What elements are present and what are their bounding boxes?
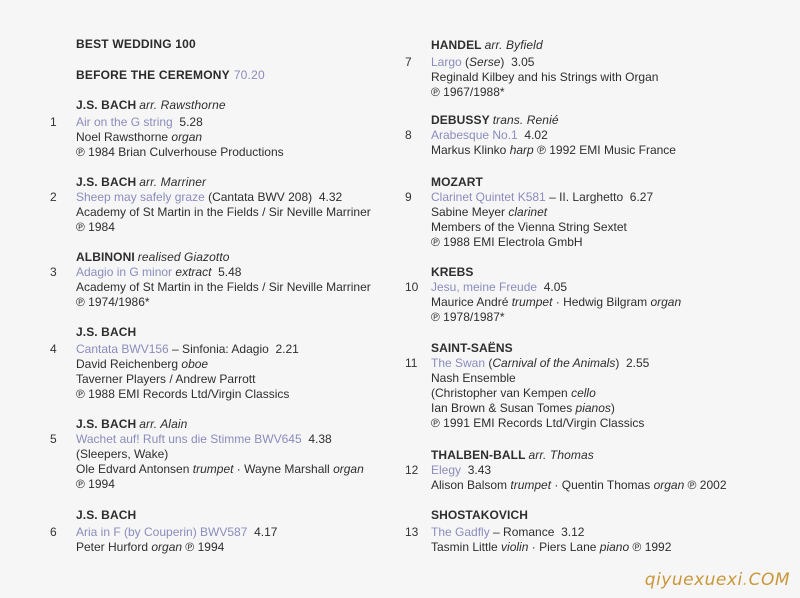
track-number: 2 (50, 190, 57, 204)
copyright: ℗ 1978/1987* (431, 310, 505, 324)
track-duration: 2.21 (275, 342, 299, 356)
track-duration: 4.38 (308, 432, 332, 446)
track-number: 8 (405, 128, 412, 142)
copyright: ℗ 1991 EMI Records Ltd/Virgin Classics (431, 416, 645, 430)
track-number: 12 (405, 463, 419, 477)
track-title[interactable]: The Gadfly – Romance 3.12 (431, 525, 585, 539)
track-composer: J.S. BACH (76, 508, 137, 522)
track-duration: 4.17 (254, 525, 278, 539)
track-title[interactable]: Jesu, meine Freude 4.05 (431, 280, 568, 294)
track-duration: 4.05 (543, 280, 568, 294)
track-composer: THALBEN-BALL arr. Thomas (431, 448, 594, 462)
track-composer: ALBINONI realised Giazotto (76, 250, 230, 264)
performer: Academy of St Martin in the Fields / Sir Neville Marriner (76, 205, 371, 219)
watermark-logo: qiyuexuexi.COM (644, 570, 790, 590)
track-number: 9 (405, 190, 412, 204)
performer: Markus Klinko harp ℗ 1992 EMI Music France (431, 143, 676, 157)
performer: Alison Balsom trumpet · Quentin Thomas organ ℗ 2002 (431, 478, 727, 492)
subtitle: (Sleepers, Wake) (76, 447, 169, 461)
track-title[interactable]: The Swan (Carnival of the Animals) 2.55 (431, 356, 650, 370)
track-composer: KREBS (431, 265, 474, 279)
section-title: BEFORE THE CEREMONY (76, 68, 230, 82)
track-duration: 3.05 (511, 55, 535, 69)
track-number: 5 (50, 432, 57, 446)
performer: Peter Hurford organ ℗ 1994 (76, 540, 225, 554)
track-number: 6 (50, 525, 57, 539)
ensemble: Taverner Players / Andrew Parrott (76, 372, 256, 386)
track-number: 11 (405, 356, 418, 370)
copyright: ℗ 1974/1986* (76, 295, 150, 309)
performer-detail: (Christopher van Kempen cello (431, 386, 596, 400)
track-number: 10 (405, 280, 419, 294)
track-title[interactable]: Largo (Serse) 3.05 (431, 55, 535, 69)
section-heading (76, 68, 265, 82)
track-title[interactable]: Arabesque No.1 4.02 (431, 128, 548, 142)
track-duration: 5.48 (218, 265, 242, 279)
performer: Reginald Kilbey and his Strings with Organ (431, 70, 659, 84)
track-title[interactable]: Air on the G string 5.28 (76, 115, 203, 129)
track-number: 3 (50, 265, 57, 279)
track-composer: MOZART (431, 175, 483, 189)
performer: Maurice André trumpet · Hedwig Bilgram organ (431, 295, 682, 309)
track-composer: J.S. BACH (76, 325, 137, 339)
section-duration: 70.20 (233, 68, 265, 82)
track-duration: 3.43 (467, 463, 492, 477)
copyright: ℗ 1988 EMI Electrola GmbH (431, 235, 583, 249)
track-duration: 4.32 (318, 190, 343, 204)
track-number: 4 (50, 342, 57, 356)
track-title[interactable]: Clarinet Quintet K581 – II. Larghetto 6.27 (431, 190, 654, 204)
copyright: ℗ 1984 Brian Culverhouse Productions (76, 145, 284, 159)
ensemble: Members of the Vienna String Sextet (431, 220, 627, 234)
track-composer: J.S. BACH arr. Alain (76, 417, 188, 431)
track-duration: 2.55 (626, 356, 650, 370)
track-composer: J.S. BACH arr. Marriner (76, 175, 207, 189)
performer: Ole Edvard Antonsen trumpet · Wayne Marshall organ (76, 462, 364, 476)
track-composer: HANDEL arr. Byfield (431, 38, 543, 52)
track-title[interactable]: Aria in F (by Couperin) BWV587 4.17 (76, 525, 278, 539)
performer: Noel Rawsthorne organ (76, 130, 203, 144)
album-title: BEST WEDDING 100 (76, 37, 196, 51)
track-title[interactable]: Elegy 3.43 (431, 463, 492, 477)
track-number: 13 (405, 525, 419, 539)
track-number: 1 (50, 115, 57, 129)
performer: Nash Ensemble (431, 371, 516, 385)
track-composer: J.S. BACH arr. Rawsthorne (76, 98, 226, 112)
track-duration: 6.27 (629, 190, 654, 204)
performer-detail: Ian Brown & Susan Tomes pianos) (431, 401, 615, 415)
track-title[interactable]: Sheep may safely graze (Cantata BWV 208) 4.32 (76, 190, 343, 204)
track-title[interactable]: Adagio in G minor extract 5.48 (76, 265, 242, 279)
performer: Sabine Meyer clarinet (431, 205, 548, 219)
copyright: ℗ 1984 (76, 220, 115, 234)
copyright: ℗ 1967/1988* (431, 85, 505, 99)
performer: David Reichenberg oboe (76, 357, 209, 371)
track-duration: 4.02 (524, 128, 548, 142)
track-composer: DEBUSSY trans. Renié (431, 113, 559, 127)
track-composer: SHOSTAKOVICH (431, 508, 528, 522)
track-duration: 5.28 (179, 115, 203, 129)
track-title[interactable]: Cantata BWV156 – Sinfonia: Adagio 2.21 (76, 342, 299, 356)
track-duration: 3.12 (561, 525, 585, 539)
track-title[interactable]: Wachet auf! Ruft uns die Stimme BWV645 4.38 (76, 432, 332, 446)
performer: Tasmin Little violin · Piers Lane piano ℗ 1992 (431, 540, 672, 554)
copyright: ℗ 1988 EMI Records Ltd/Virgin Classics (76, 387, 290, 401)
track-composer: SAINT-SAËNS (431, 341, 513, 355)
performer: Academy of St Martin in the Fields / Sir Neville Marriner (76, 280, 371, 294)
track-number: 7 (405, 55, 412, 69)
copyright: ℗ 1994 (76, 477, 115, 491)
